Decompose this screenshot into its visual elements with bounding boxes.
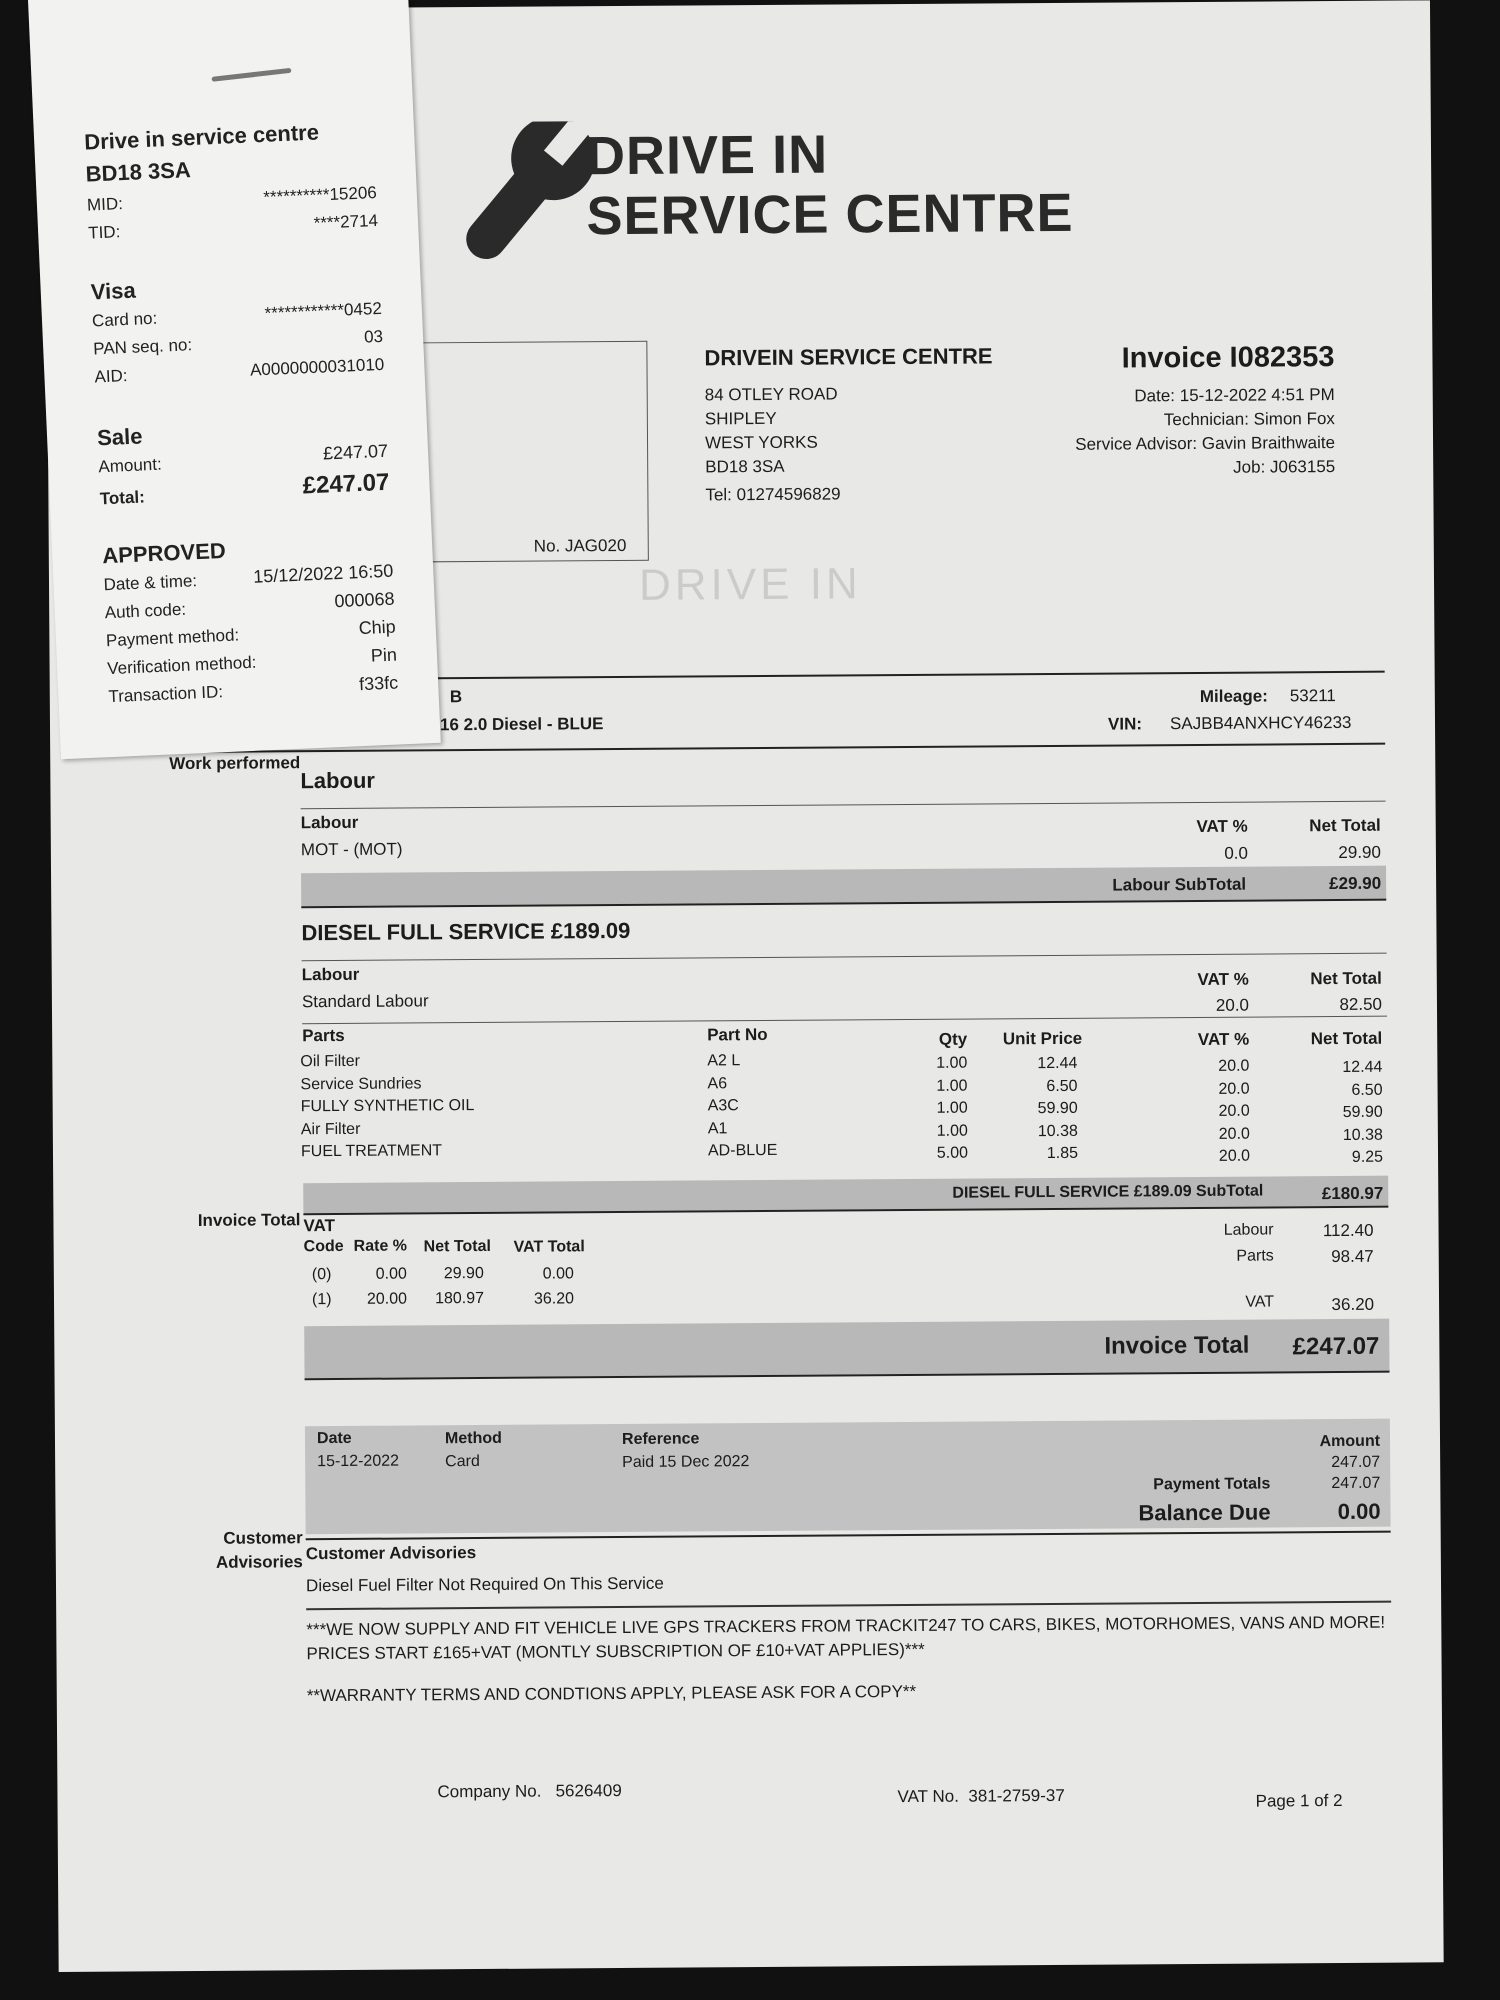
payment-ref-header: Reference <box>621 1430 700 1449</box>
receipt-aid: A0000000031010 <box>249 354 385 380</box>
invoice-total-value: £247.07 <box>1292 1332 1380 1361</box>
staple <box>211 68 291 82</box>
labour-subtotal-label: Labour SubTotal <box>1112 874 1247 895</box>
brand-title: DRIVE IN SERVICE CENTRE <box>585 124 1074 247</box>
balance-due-value: 0.00 <box>1337 1498 1381 1525</box>
labour-vat: 0.0 <box>1224 843 1248 863</box>
receipt-pan-label: PAN seq. no: <box>92 335 193 359</box>
table-row: Service Sundries <box>300 1074 422 1093</box>
receipt-mid: **********15206 <box>262 182 378 207</box>
receipt-tid-label: TID: <box>87 222 121 243</box>
totals-parts-label: Parts <box>1236 1247 1274 1265</box>
totals-parts: 98.47 <box>1331 1246 1374 1267</box>
customer-advisories-section-label: Customer Advisories <box>215 1528 303 1572</box>
service-labour-net: 82.50 <box>1339 994 1383 1014</box>
reg-number: No. JAG020 <box>533 535 627 556</box>
receipt-method-label: Payment method: <box>105 625 240 651</box>
parts-vat-column: 20.0 20.0 20.0 20.0 20.0 <box>1218 1057 1251 1165</box>
table-row: Air Filter <box>300 1120 361 1138</box>
parts-header: Parts <box>302 1025 345 1046</box>
service-col-vat: VAT % <box>1197 969 1249 989</box>
service-labour-sub: Labour <box>301 964 360 985</box>
receipt-sale: Sale <box>96 423 143 451</box>
receipt-amount: £247.07 <box>322 440 389 464</box>
payment-totals: 247.07 <box>1331 1474 1381 1493</box>
balance-due-label: Balance Due <box>1138 1499 1271 1526</box>
service-col-net: Net Total <box>1310 968 1382 989</box>
payment-date-header: Date <box>316 1429 352 1448</box>
qty-header: Qty <box>938 1029 968 1049</box>
receipt-auth: 000068 <box>334 588 395 612</box>
parts-net-header: Net Total <box>1310 1028 1383 1049</box>
service-labour-item: Standard Labour <box>301 991 429 1012</box>
table-row: FULLY SYNTHETIC OIL <box>300 1097 475 1116</box>
receipt-approved: APPROVED <box>101 537 227 569</box>
advisories-title: Customer Advisories <box>305 1543 477 1564</box>
invoice-total-label: Invoice Total <box>1104 1331 1250 1360</box>
payment-amount: 247.07 <box>1331 1453 1381 1472</box>
totals-vat: 36.20 <box>1331 1294 1375 1315</box>
receipt-txn-label: Transaction ID: <box>108 682 224 707</box>
vin-value: SAJBB4ANXHCY46233 <box>1169 712 1352 734</box>
stamp-mark: DRIVE IN <box>638 559 862 610</box>
mileage-label: Mileage: <box>1199 686 1268 706</box>
parts-qty-column: 1.00 1.00 1.00 1.00 5.00 <box>936 1054 969 1162</box>
vat-code-header: Code <box>303 1237 344 1256</box>
receipt-card-type: Visa <box>90 277 137 305</box>
parts-no-column: A2 L A6 A3C A1 AD-BLUE <box>707 1052 778 1160</box>
totals-labour-label: Labour <box>1223 1221 1274 1239</box>
part-no-header: Part No <box>707 1024 768 1045</box>
labour-title: Labour <box>300 767 376 794</box>
vat-net-col: 29.90 180.97 <box>435 1264 485 1308</box>
registration-box <box>412 341 649 563</box>
receipt-amount-label: Amount: <box>98 454 163 477</box>
parts-vat-header: VAT % <box>1197 1029 1250 1049</box>
company-address: 84 OTLEY ROAD SHIPLEY WEST YORKS BD18 3SA Tel: 01274596829 <box>704 384 841 505</box>
labour-sub: Labour <box>300 812 359 833</box>
vat-net-header: Net Total <box>423 1237 491 1256</box>
receipt-method: Chip <box>358 616 397 639</box>
receipt-tid: ****2714 <box>313 210 379 233</box>
receipt-verif-label: Verification method: <box>106 652 257 679</box>
card-receipt <box>28 0 441 759</box>
table-row: Oil Filter <box>300 1052 360 1071</box>
vat-total-col: 0.00 36.20 <box>533 1265 575 1308</box>
payment-method-header: Method <box>444 1429 502 1448</box>
totals-vat-label: VAT <box>1245 1293 1275 1311</box>
company-no: Company No. 5626409 <box>437 1781 622 1802</box>
invoice-title: Invoice I082353 <box>1121 341 1335 375</box>
invoice-meta: Date: 15-12-2022 4:51 PM Technician: Simon Fox Service Advisor: Gavin Braithwaite Job: J063155 <box>1075 385 1336 477</box>
service-labour-vat: 20.0 <box>1215 995 1250 1015</box>
receipt-txn: f33fc <box>358 672 399 695</box>
vat-total-header: VAT Total <box>513 1238 585 1256</box>
payment-amount-header: Amount <box>1319 1432 1381 1451</box>
vat-rate-col: 0.00 20.00 <box>366 1265 408 1308</box>
receipt-auth-label: Auth code: <box>104 599 187 623</box>
vat-header: VAT <box>303 1216 336 1236</box>
payment-method: Card <box>445 1452 480 1471</box>
service-subtotal: £180.97 <box>1321 1183 1384 1204</box>
page-number: Page 1 of 2 <box>1255 1790 1343 1811</box>
service-subtotal-label: DIESEL FULL SERVICE £189.09 SubTotal <box>952 1182 1264 1202</box>
payment-ref: Paid 15 Dec 2022 <box>622 1453 750 1472</box>
receipt-pan: 03 <box>363 326 384 347</box>
labour-col-vat: VAT % <box>1196 816 1248 836</box>
vin-label: VIN: <box>1107 714 1143 734</box>
parts-unit-column: 12.44 6.50 59.90 10.38 1.85 <box>1037 1054 1079 1163</box>
notes: ***WE NOW SUPPLY AND FIT VEHICLE LIVE GPS TRACKERS FROM TRACKIT247 TO CARS, BIKES, MOTORHOMES, VANS AND MORE! PRICES START £165+VAT (MONTLY SUBSCRIPTION OF £10+VAT APPLIES)*** **WARRANTY TERMS AND CONDTIONS APPLY, PLEASE ASK FOR A COPY** <box>306 1612 1386 1706</box>
payment-date: 15-12-2022 <box>317 1452 400 1471</box>
advisories-text: Diesel Fuel Filter Not Required On This Service <box>305 1573 664 1596</box>
payment-totals-label: Payment Totals <box>1153 1475 1271 1494</box>
table-row: FUEL TREATMENT <box>300 1142 443 1161</box>
receipt-total: £247.07 <box>302 468 390 500</box>
vat-code-col: (0) (1) <box>311 1266 332 1309</box>
labour-col-net: Net Total <box>1309 815 1381 836</box>
vat-no: VAT No. 381-2759-37 <box>897 1785 1065 1807</box>
company-name: DRIVEIN SERVICE CENTRE <box>704 343 993 371</box>
totals-labour: 112.40 <box>1322 1220 1374 1241</box>
service-title: DIESEL FULL SERVICE £189.09 <box>301 917 631 946</box>
vehicle-reg: B <box>449 687 463 707</box>
unit-price-header: Unit Price <box>1002 1028 1083 1049</box>
vat-rate-header: Rate % <box>353 1237 408 1255</box>
receipt-card-label: Card no: <box>91 308 158 331</box>
mileage-value: 53211 <box>1289 686 1336 706</box>
receipt-datetime: 15/12/2022 16:50 <box>252 560 394 587</box>
work-performed-label: Work performed <box>169 753 301 774</box>
parts-net-column: 12.44 6.50 59.90 10.38 9.25 <box>1342 1058 1384 1166</box>
parts-name-column <box>300 1050 474 1164</box>
vehicle-description: 16 2.0 Diesel - BLUE <box>439 714 604 735</box>
labour-net: 29.90 <box>1338 842 1381 862</box>
receipt-postcode: BD18 3SA <box>85 157 192 187</box>
receipt-merchant: Drive in service centre <box>83 119 320 155</box>
receipt-datetime-label: Date & time: <box>103 571 198 595</box>
receipt-card: ************0452 <box>264 298 383 323</box>
receipt-verif: Pin <box>370 644 398 666</box>
receipt-aid-label: AID: <box>94 366 128 387</box>
labour-subtotal: £29.90 <box>1329 873 1382 894</box>
receipt-total-label: Total: <box>99 487 146 509</box>
receipt-mid-label: MID: <box>86 194 124 215</box>
invoice-total-section-label: Invoice Total <box>197 1210 301 1230</box>
labour-item: MOT - (MOT) <box>300 839 403 860</box>
